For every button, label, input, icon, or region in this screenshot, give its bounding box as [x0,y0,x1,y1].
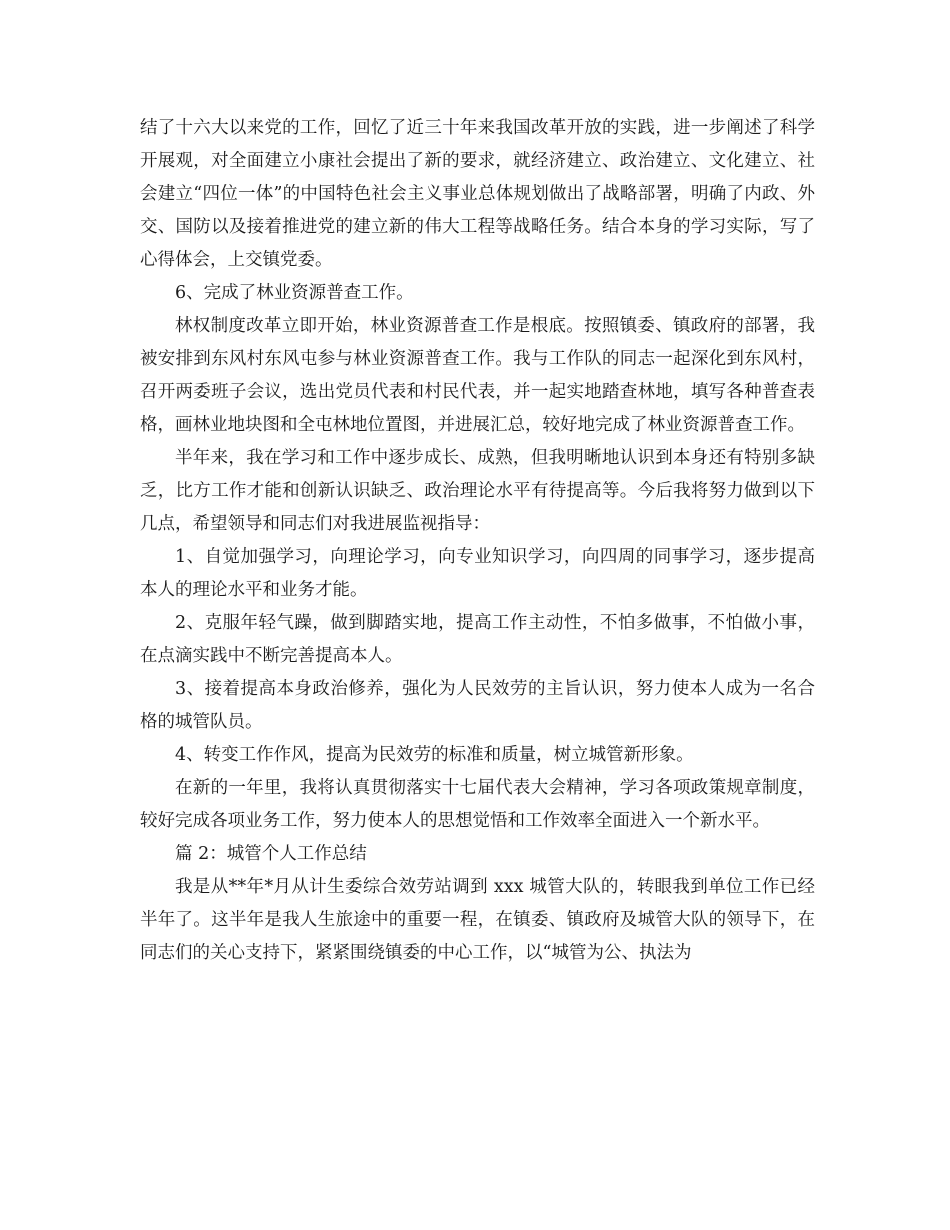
paragraph-10: 我是从**年*月从计生委综合效劳站调到 xxx 城管大队的，转眼我到单位工作已经半年了。这半年是我人生旅途中的重要一程，在镇委、镇政府及城管大队的领导下，在同志们的关心支持下，紧紧围绕镇委的中心工作，以“城管为公、执法为 [140,877,815,963]
paragraph-3: 林权制度改革立即开始，林业资源普查工作是根底。按照镇委、镇政府的部署，我被安排到东风村东风屯参与林业资源普查工作。我与工作队的同志一起深化到东风村，召开两委班子会议，选出党员代表和村民代表，并一起实地踏查林地，填写各种普查表格，画林业地块图和全屯林地位置图，并进展汇总，较好地完成了林业资源普查工作。 [140,316,815,435]
paragraph-2: 6、完成了林业资源普查工作。 [175,283,414,303]
paragraph-7: 3、接着提高本身政治修养，强化为人民效劳的主旨认识，努力使本人成为一名合格的城管队员。 [140,679,815,732]
paragraph-1: 结了十六大以来党的工作，回忆了近三十年来我国改革开放的实践，进一步阐述了科学开展观，对全面建立小康社会提出了新的要求，就经济建立、政治建立、文化建立、社会建立“四位一体”的中国特色社会主义事业总体规划做出了战略部署，明确了内政、外交、国防以及接着推进党的建立新的伟大工程等战略任务。结合本身的学习实际，写了心得体会，上交镇党委。 [140,118,815,270]
paragraph-5: 1、自觉加强学习，向理论学习，向专业知识学习，向四周的同事学习，逐步提高本人的理论水平和业务才能。 [140,547,815,600]
paragraph-6: 2、克服年轻气躁，做到脚踏实地，提高工作主动性，不怕多做事，不怕做小事，在点滴实践中不断完善提高本人。 [140,613,815,666]
document-page [140,112,815,970]
paragraph-4: 半年来，我在学习和工作中逐步成长、成熟，但我明晰地认识到本身还有特别多缺乏，比方工作才能和创新认识缺乏、政治理论水平有待提高等。今后我将努力做到以下几点，希望领导和同志们对我进展监视指导： [140,448,815,534]
paragraph-9: 在新的一年里，我将认真贯彻落实十七届代表大会精神，学习各项政策规章制度，较好完成各项业务工作，努力使本人的思想觉悟和工作效率全面进入一个新水平。 [140,778,815,831]
section-heading: 篇 2：城管个人工作总结 [175,844,367,864]
paragraph-8: 4、转变工作作风，提高为民效劳的标准和质量，树立城管新形象。 [175,745,694,765]
